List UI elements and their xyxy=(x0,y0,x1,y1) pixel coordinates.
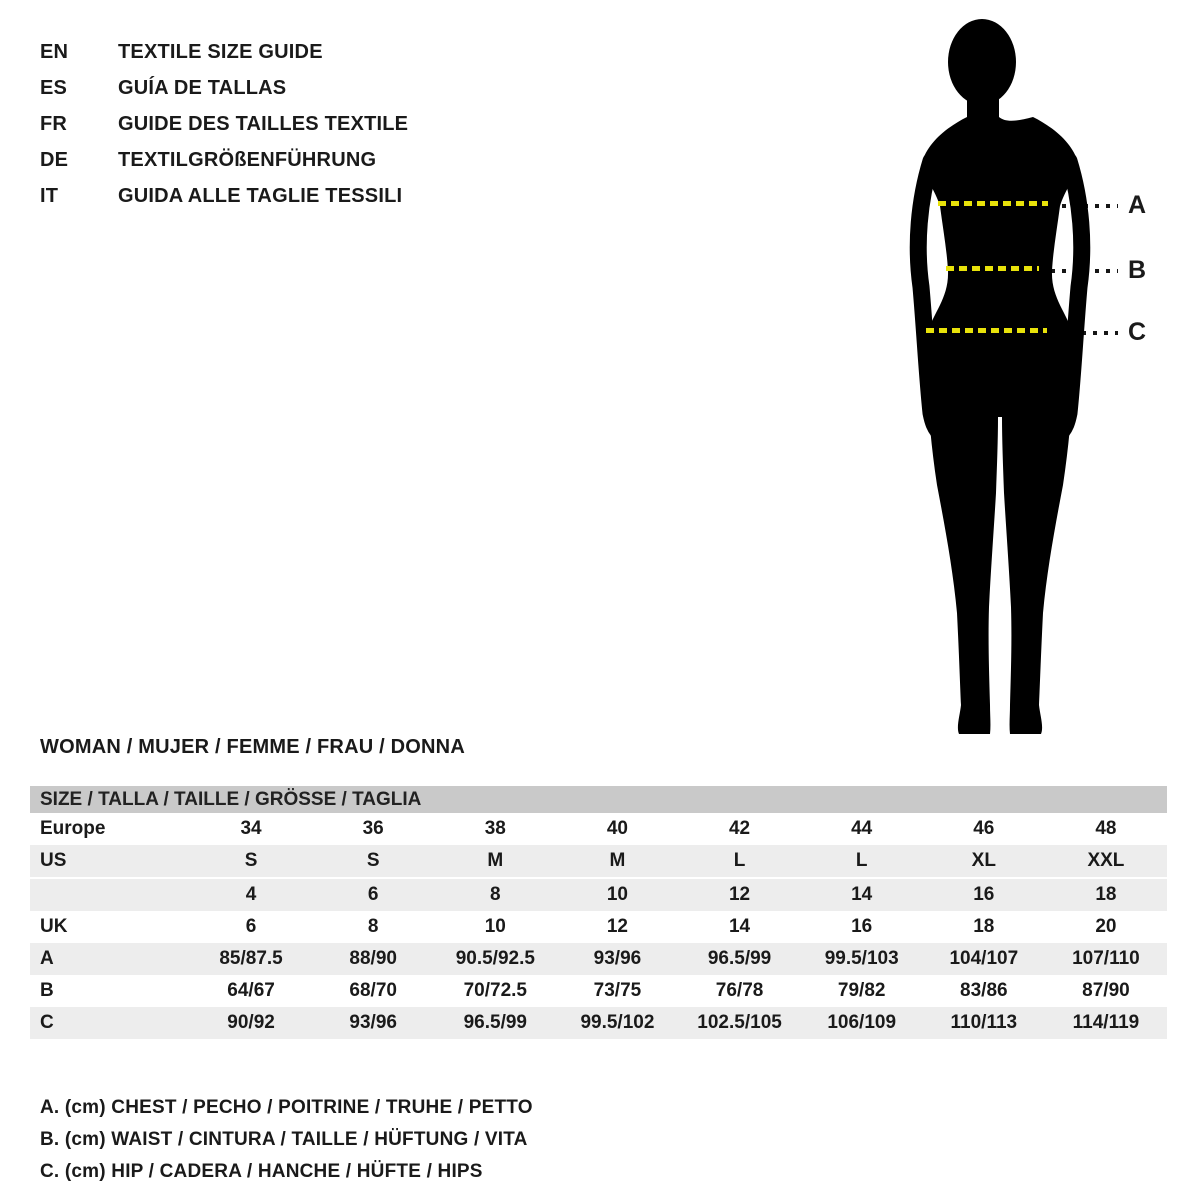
table-row-chest-a xyxy=(30,943,1167,975)
table-cell: 42 xyxy=(728,818,751,839)
table-cell: 48 xyxy=(1095,818,1117,839)
language-title: TEXTILGRÖßENFÜHRUNG xyxy=(118,148,377,171)
table-cell: 90/92 xyxy=(190,1007,312,1039)
table-row-waist-b xyxy=(30,975,1167,1007)
table-cell: 102.5/105 xyxy=(679,1007,801,1039)
hip-measure-line xyxy=(926,328,1047,333)
table-cell: 20 xyxy=(1095,916,1117,937)
table-cell: 93/96 xyxy=(312,1007,434,1039)
table-cell: 38 xyxy=(484,818,506,839)
woman-figure xyxy=(895,15,1105,740)
table-cell: M xyxy=(434,845,556,878)
table-row-us-numeric xyxy=(30,878,1167,911)
table-cell: XXL xyxy=(1045,845,1167,878)
table-cell: 99.5/102 xyxy=(556,1007,678,1039)
table-cell: 16 xyxy=(851,916,873,937)
measurement-legend xyxy=(40,1092,533,1188)
language-code: FR xyxy=(40,112,68,135)
silhouette-body xyxy=(922,97,1078,734)
row-label: B xyxy=(40,980,54,1001)
row-label: Europe xyxy=(40,818,106,839)
table-cell: 10 xyxy=(556,878,678,911)
row-label: US xyxy=(30,845,190,878)
table-cell: L xyxy=(679,845,801,878)
table-cell: 8 xyxy=(367,916,379,937)
language-guide-list xyxy=(40,34,408,214)
table-cell: L xyxy=(801,845,923,878)
table-cell: 104/107 xyxy=(923,943,1045,975)
chest-measure-line xyxy=(938,201,1048,206)
language-code: ES xyxy=(40,76,68,99)
table-row-europe xyxy=(30,813,1167,845)
row-label: UK xyxy=(40,916,68,937)
table-cell: S xyxy=(190,845,312,878)
legend-item-waist: B. (cm) WAIST / CINTURA / TAILLE / HÜFTUNG / VITA xyxy=(40,1129,528,1150)
language-code: IT xyxy=(40,184,59,207)
table-cell: 18 xyxy=(973,916,995,937)
table-cell: 96.5/99 xyxy=(434,1007,556,1039)
table-cell: 87/90 xyxy=(1082,980,1130,1001)
table-cell: 44 xyxy=(851,818,873,839)
table-cell: 70/72.5 xyxy=(463,980,528,1001)
silhouette-left-arm xyxy=(918,161,938,431)
language-row xyxy=(40,34,408,70)
table-row-hip-c xyxy=(30,1007,1167,1039)
table-cell: 14 xyxy=(801,878,923,911)
table-cell: 114/119 xyxy=(1045,1007,1167,1039)
table-cell: 106/109 xyxy=(801,1007,923,1039)
table-row-uk xyxy=(30,911,1167,943)
table-cell: M xyxy=(556,845,678,878)
table-cell: 6 xyxy=(245,916,257,937)
table-cell: 107/110 xyxy=(1045,943,1167,975)
table-cell: 8 xyxy=(434,878,556,911)
table-cell: 90.5/92.5 xyxy=(434,943,556,975)
language-title: TEXTILE SIZE GUIDE xyxy=(118,40,323,63)
language-row xyxy=(40,142,408,178)
table-cell: 12 xyxy=(606,916,628,937)
table-cell: 79/82 xyxy=(837,980,886,1001)
table-cell: 40 xyxy=(606,818,628,839)
woman-silhouette-icon xyxy=(895,15,1105,740)
table-cell: 85/87.5 xyxy=(190,943,312,975)
silhouette-right-arm xyxy=(1062,161,1082,431)
table-cell: 18 xyxy=(1045,878,1167,911)
row-label: A xyxy=(30,943,190,975)
table-cell: 14 xyxy=(728,916,751,937)
table-header-row xyxy=(30,786,1167,813)
table-cell: 88/90 xyxy=(312,943,434,975)
language-row xyxy=(40,70,408,106)
table-cell: 16 xyxy=(923,878,1045,911)
table-cell: 76/78 xyxy=(715,980,764,1001)
table-cell: 34 xyxy=(240,818,262,839)
table-cell: XL xyxy=(923,845,1045,878)
table-cell: 110/113 xyxy=(923,1007,1045,1039)
table-cell: 99.5/103 xyxy=(801,943,923,975)
table-cell: 73/75 xyxy=(593,980,642,1001)
marker-label-c: C xyxy=(1128,318,1147,346)
language-code: EN xyxy=(40,40,69,63)
marker-label-b: B xyxy=(1128,256,1147,284)
marker-label-a: A xyxy=(1128,191,1147,219)
table-cell: 12 xyxy=(679,878,801,911)
table-cell: 6 xyxy=(312,878,434,911)
table-cell: 4 xyxy=(190,878,312,911)
table-cell: 36 xyxy=(362,818,384,839)
table-header-label: SIZE / TALLA / TAILLE / GRÖSSE / TAGLIA xyxy=(30,786,1167,813)
row-label: C xyxy=(30,1007,190,1039)
table-row-us xyxy=(30,845,1167,878)
table-cell: S xyxy=(312,845,434,878)
table-cell: 64/67 xyxy=(227,980,275,1001)
size-table xyxy=(30,786,1167,1039)
language-title: GUIDE DES TAILLES TEXTILE xyxy=(118,112,409,135)
waist-measure-line xyxy=(946,266,1039,271)
legend-item-chest: A. (cm) CHEST / PECHO / POITRINE / TRUHE / PETTO xyxy=(40,1097,533,1118)
language-row xyxy=(40,178,408,214)
table-cell: 68/70 xyxy=(349,980,397,1001)
language-row xyxy=(40,106,408,142)
table-cell: 93/96 xyxy=(556,943,678,975)
silhouette-head xyxy=(948,19,1016,105)
table-cell: 96.5/99 xyxy=(679,943,801,975)
legend-item-hip: C. (cm) HIP / CADERA / HANCHE / HÜFTE / HIPS xyxy=(40,1161,483,1182)
table-cell: 10 xyxy=(484,916,506,937)
section-title: WOMAN / MUJER / FEMME / FRAU / DONNA xyxy=(40,736,465,758)
row-label xyxy=(30,878,190,911)
language-title: GUIDA ALLE TAGLIE TESSILI xyxy=(118,184,403,207)
table-cell: 83/86 xyxy=(960,980,1008,1001)
language-title: GUÍA DE TALLAS xyxy=(118,76,287,99)
language-code: DE xyxy=(40,148,69,171)
table-cell: 46 xyxy=(973,818,995,839)
